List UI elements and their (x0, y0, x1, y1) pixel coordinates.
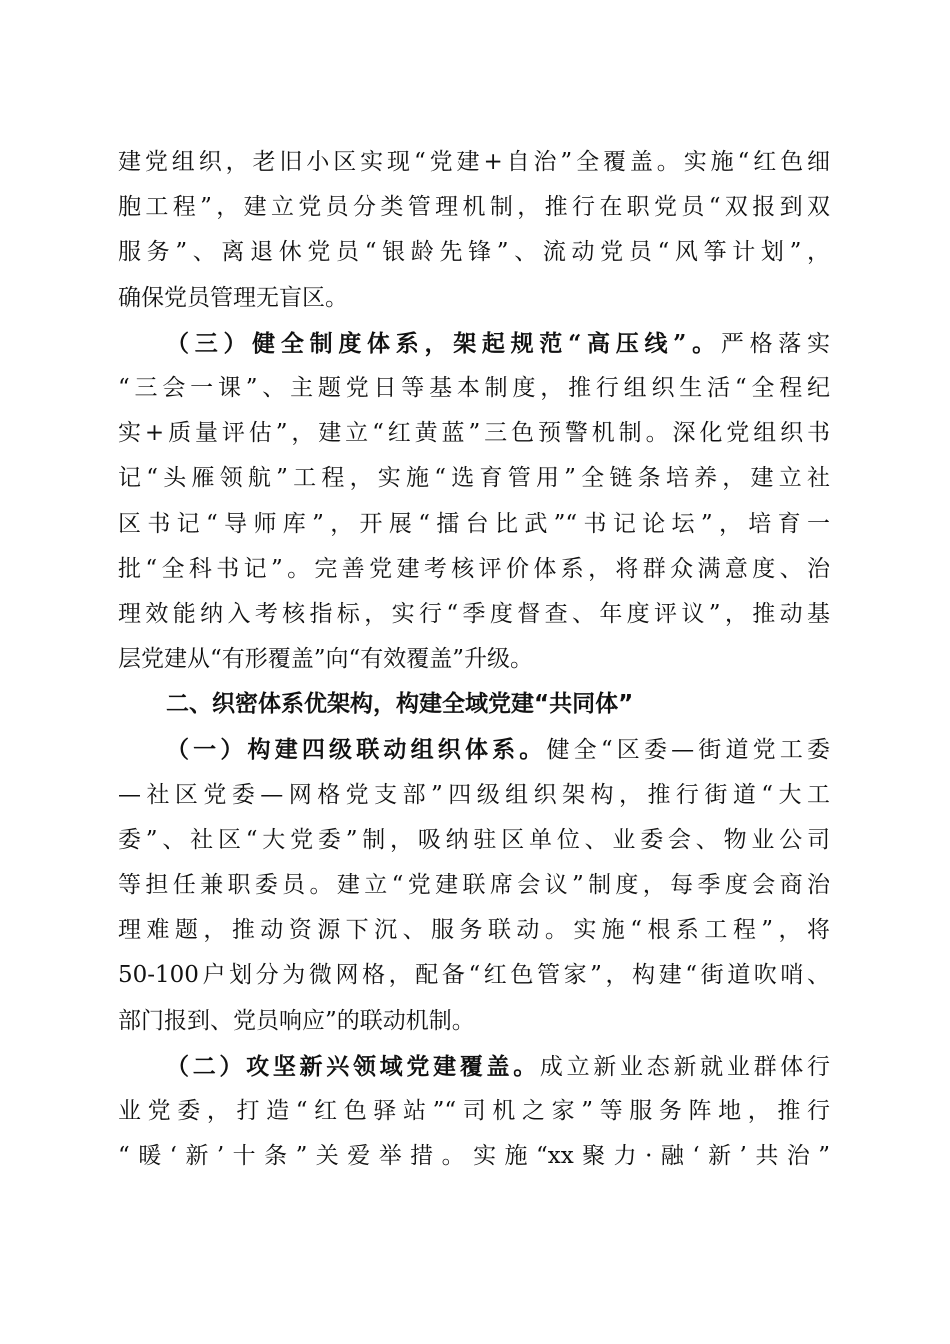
text-run: 批“全科书记”。完善党建考核评价体系，将群众满意度、治 (118, 555, 830, 582)
text-run: 业党委，打造“红色驿站”“司机之家”等服务阵地，推行 (118, 1097, 830, 1124)
paragraph-line (118, 502, 830, 547)
text-run: 委”、社区“大党委”制，吸纳驻区单位、业委会、物业公司 (118, 826, 830, 853)
text-run: 胞工程”，建立党员分类管理机制，推行在职党员“双报到双 (118, 194, 830, 221)
paragraph-line (118, 999, 830, 1044)
paragraph-line (118, 637, 830, 682)
chapter-heading-text: 二、织密体系优架构，构建全域党建“共同体” (166, 691, 634, 718)
section-heading-3: （三）健全制度体系，架起规范“高压线”。 (166, 329, 721, 357)
paragraph-line (118, 773, 830, 818)
text-run: 确保党员管理无盲区。 (118, 284, 348, 311)
text-run: “暖‘新’十条”关爱举措。实施“xx聚力·融‘新’共治” (118, 1143, 830, 1170)
paragraph-line (118, 456, 830, 501)
paragraph-line (118, 1089, 830, 1134)
paragraph-line (118, 592, 830, 637)
text-run: 服务”、离退休党员“银龄先锋”、流动党员“风筝计划”， (118, 239, 830, 266)
text-run: 50-100户划分为微网格，配备“红色管家”，构建“街道吹哨、 (118, 962, 830, 989)
text-run: 严格落实 (720, 330, 830, 357)
document-body (118, 140, 830, 1179)
paragraph-line (118, 1134, 830, 1179)
text-run: 理难题，推动资源下沉、服务联动。实施“根系工程”，将 (118, 917, 830, 944)
text-run: 建党组织，老旧小区实现“党建+自治”全覆盖。实施“红色细 (118, 149, 830, 175)
text-run: 实+质量评估”，建立“红黄蓝”三色预警机制。深化党组织书 (118, 420, 830, 447)
section-heading-line (118, 1044, 830, 1089)
section-heading-1: （一）构建四级联动组织体系。 (166, 736, 547, 764)
text-run: 层党建从“有形覆盖”向“有效覆盖”升级。 (118, 646, 534, 673)
text-run: 区书记“导师库”，开展“擂台比武”“书记论坛”，培育一 (118, 510, 830, 537)
text-run: “三会一课”、主题党日等基本制度，推行组织生活“全程纪 (118, 374, 830, 401)
paragraph-line (118, 818, 830, 863)
text-run: 记“头雁领航”工程，实施“选育管用”全链条培养，建立社 (118, 465, 830, 492)
paragraph-line (118, 366, 830, 411)
text-run: 部门报到、党员响应”的联动机制。 (118, 1007, 475, 1034)
paragraph-line (118, 230, 830, 275)
paragraph-line (118, 863, 830, 908)
chapter-heading (118, 682, 830, 727)
text-run: 健全“区委—街道党工委 (546, 737, 831, 764)
section-heading-line (118, 727, 830, 772)
paragraph-line (118, 908, 830, 953)
paragraph-line (118, 276, 830, 321)
section-heading-line (118, 321, 830, 366)
paragraph-line (118, 953, 830, 998)
paragraph-line (118, 411, 830, 456)
text-run: 理效能纳入考核指标，实行“季度督查、年度评议”，推动基 (118, 600, 830, 627)
paragraph-line (118, 185, 830, 230)
text-run: 等担任兼职委员。建立“党建联席会议”制度，每季度会商治 (118, 872, 830, 898)
paragraph-line (118, 140, 830, 185)
text-run: —社区党委—网格党支部”四级组织架构，推行街道“大工 (118, 781, 830, 808)
section-heading-2: （二）攻坚新兴领域党建覆盖。 (166, 1052, 540, 1080)
paragraph-line (118, 547, 830, 592)
text-run: 成立新业态新就业群体行 (539, 1053, 831, 1080)
